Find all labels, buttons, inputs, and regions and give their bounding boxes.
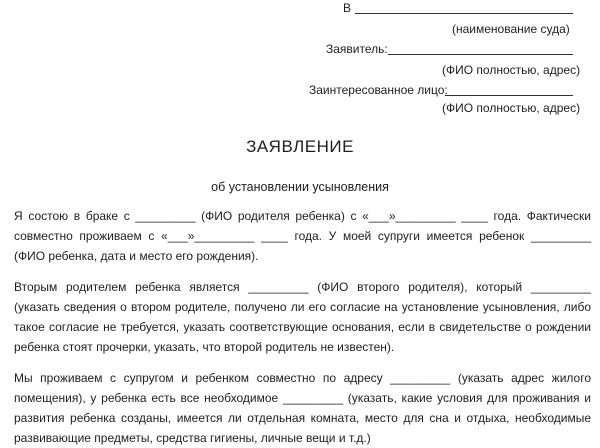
court-prefix: В xyxy=(343,1,352,15)
paragraph-second-parent xyxy=(14,277,591,357)
interested-party-label: Заинтересованное лицо: xyxy=(309,83,448,97)
document-title: ЗАЯВЛЕНИЕ xyxy=(246,137,354,156)
paragraph-line: ребенка стоят прочерки, указать, что второй родитель не известен). xyxy=(14,340,395,354)
interested-party-field[interactable] xyxy=(445,95,573,96)
paragraph-line: Вторым родителем ребенка является _________ (ФИО второго родителя), который _________ xyxy=(14,280,591,294)
court-name-caption: (наименование суда) xyxy=(452,22,570,36)
paragraph-line: совместно проживаем с «___»_________ ____ года. У моей супруги имеется ребенок _________ xyxy=(14,229,591,243)
interested-party-caption: (ФИО полностью, адрес) xyxy=(442,101,581,115)
applicant-field[interactable] xyxy=(388,54,573,55)
court-name-field[interactable] xyxy=(355,13,573,14)
paragraph-line: такое согласие не требуется, указать соответствующие основания, если в свидетельстве о рождении xyxy=(14,320,591,334)
paragraph-line: помещения), у ребенка есть все необходимое _________ (указать, какие условия для проживания и xyxy=(14,391,591,405)
applicant-caption: (ФИО полностью, адрес) xyxy=(442,63,581,77)
paragraph-line: развивающие предметы, средства гигиены, личные вещи и т.д.) xyxy=(14,431,371,445)
paragraph-line: Я состою в браке с _________ (ФИО родителя ребенка) с «___»_________ ____ года. Фактически xyxy=(14,209,591,223)
paragraph-line: развития ребенка созданы, имеется ли отдельная комната, место для сна и отдыха, необходимые xyxy=(14,411,591,425)
paragraph-marriage xyxy=(14,206,591,266)
applicant-label: Заявитель: xyxy=(326,42,388,56)
paragraph-line: Мы проживаем с супругом и ребенком совместно по адресу _________ (указать адрес жилого xyxy=(14,371,591,385)
document-subtitle: об установлении усыновления xyxy=(211,180,389,194)
paragraph-residence xyxy=(14,368,591,448)
paragraph-line: (ФИО ребенка, дата и место его рождения). xyxy=(14,249,259,263)
paragraph-line: (указать сведения о втором родителе, получено ли его согласие на установление усыновления, либо xyxy=(14,300,591,314)
